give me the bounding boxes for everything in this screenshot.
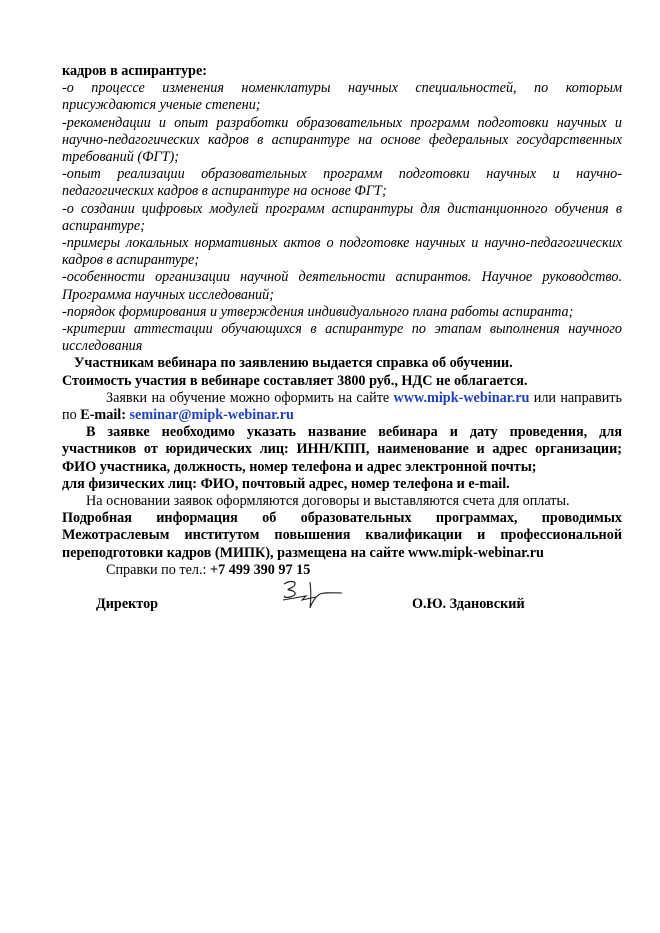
topic-item: -примеры локальных нормативных актов о подготовке научных и научно-педагогических кадров в аспирантуре;	[62, 235, 622, 269]
topics-list	[62, 80, 622, 355]
apply-paragraph	[62, 390, 622, 424]
handwritten-signature-icon	[280, 578, 350, 612]
signature-block	[62, 578, 622, 618]
price-value: 3800 руб.	[337, 372, 395, 389]
topic-item: -рекомендации и опыт разработки образовательных программ подготовки научных и научно-педагогических кадров в аспирантуре на основе федеральных государственных требований (ФГТ);	[62, 114, 622, 166]
request-requirements: В заявке необходимо указать название вебинара и дату проведения, для участников от юридических лиц: ИНН/КПП, наименование и адрес организации; ФИО участника, должность, номер телефона и адрес электронной почты;	[62, 424, 622, 475]
email-link[interactable]: seminar@mipk-webinar.ru	[129, 407, 294, 424]
document-body	[62, 63, 622, 579]
price-suffix: , НДС не облагается.	[394, 372, 528, 389]
topic-item: -порядок формирования и утверждения индивидуального плана работы аспиранта;	[62, 303, 574, 320]
site-link[interactable]: www.mipk-webinar.ru	[393, 389, 530, 406]
info-paragraph: Подробная информация об образовательных программах, проводимых Межотраслевым институтом повышения квалификации и профессиональной переподготовки кадров (МИПК), размещена на сайте www.mipk-webinar.ru	[62, 510, 622, 561]
individuals-requirements: для физических лиц: ФИО, почтовый адрес, номер телефона и e-mail.	[62, 475, 510, 492]
price-prefix: Стоимость участия в вебинаре составляет	[62, 372, 338, 389]
phone-line	[62, 562, 622, 579]
phone-label: Справки по тел.:	[106, 561, 211, 578]
price-line	[62, 373, 622, 390]
topic-item: -опыт реализации образовательных программ подготовки научных и научно-педагогических кадров в аспирантуре на основе ФГТ;	[62, 166, 622, 200]
section-heading: кадров в аспирантуре:	[62, 63, 207, 79]
phone-number: +7 499 390 97 15	[210, 561, 311, 578]
topic-item: -о создании цифровых модулей программ аспирантуры для дистанционного обучения в аспирантуре;	[62, 200, 622, 234]
email-label: E-mail:	[80, 407, 130, 424]
certificate-note: Участникам вебинара по заявлению выдается справка об обучении.	[74, 355, 513, 372]
topic-item: -особенности организации научной деятельности аспирантов. Научное руководство. Программа научных исследований;	[62, 269, 622, 303]
signatory-title: Директор	[96, 596, 159, 612]
topic-item: -критерии аттестации обучающихся в аспирантуре по этапам выполнения научного исследования	[62, 321, 622, 355]
topic-item: -о процессе изменения номенклатуры научных специальностей, по которым присуждаются ученые степени;	[62, 80, 622, 114]
apply-text-2: или направить по	[62, 389, 622, 424]
apply-text-1: Заявки на обучение можно оформить на сайте	[106, 389, 394, 406]
signatory-name: О.Ю. Здановский	[412, 596, 525, 612]
contracts-note: На основании заявок оформляются договоры и выставляются счета для оплаты.	[86, 493, 570, 510]
